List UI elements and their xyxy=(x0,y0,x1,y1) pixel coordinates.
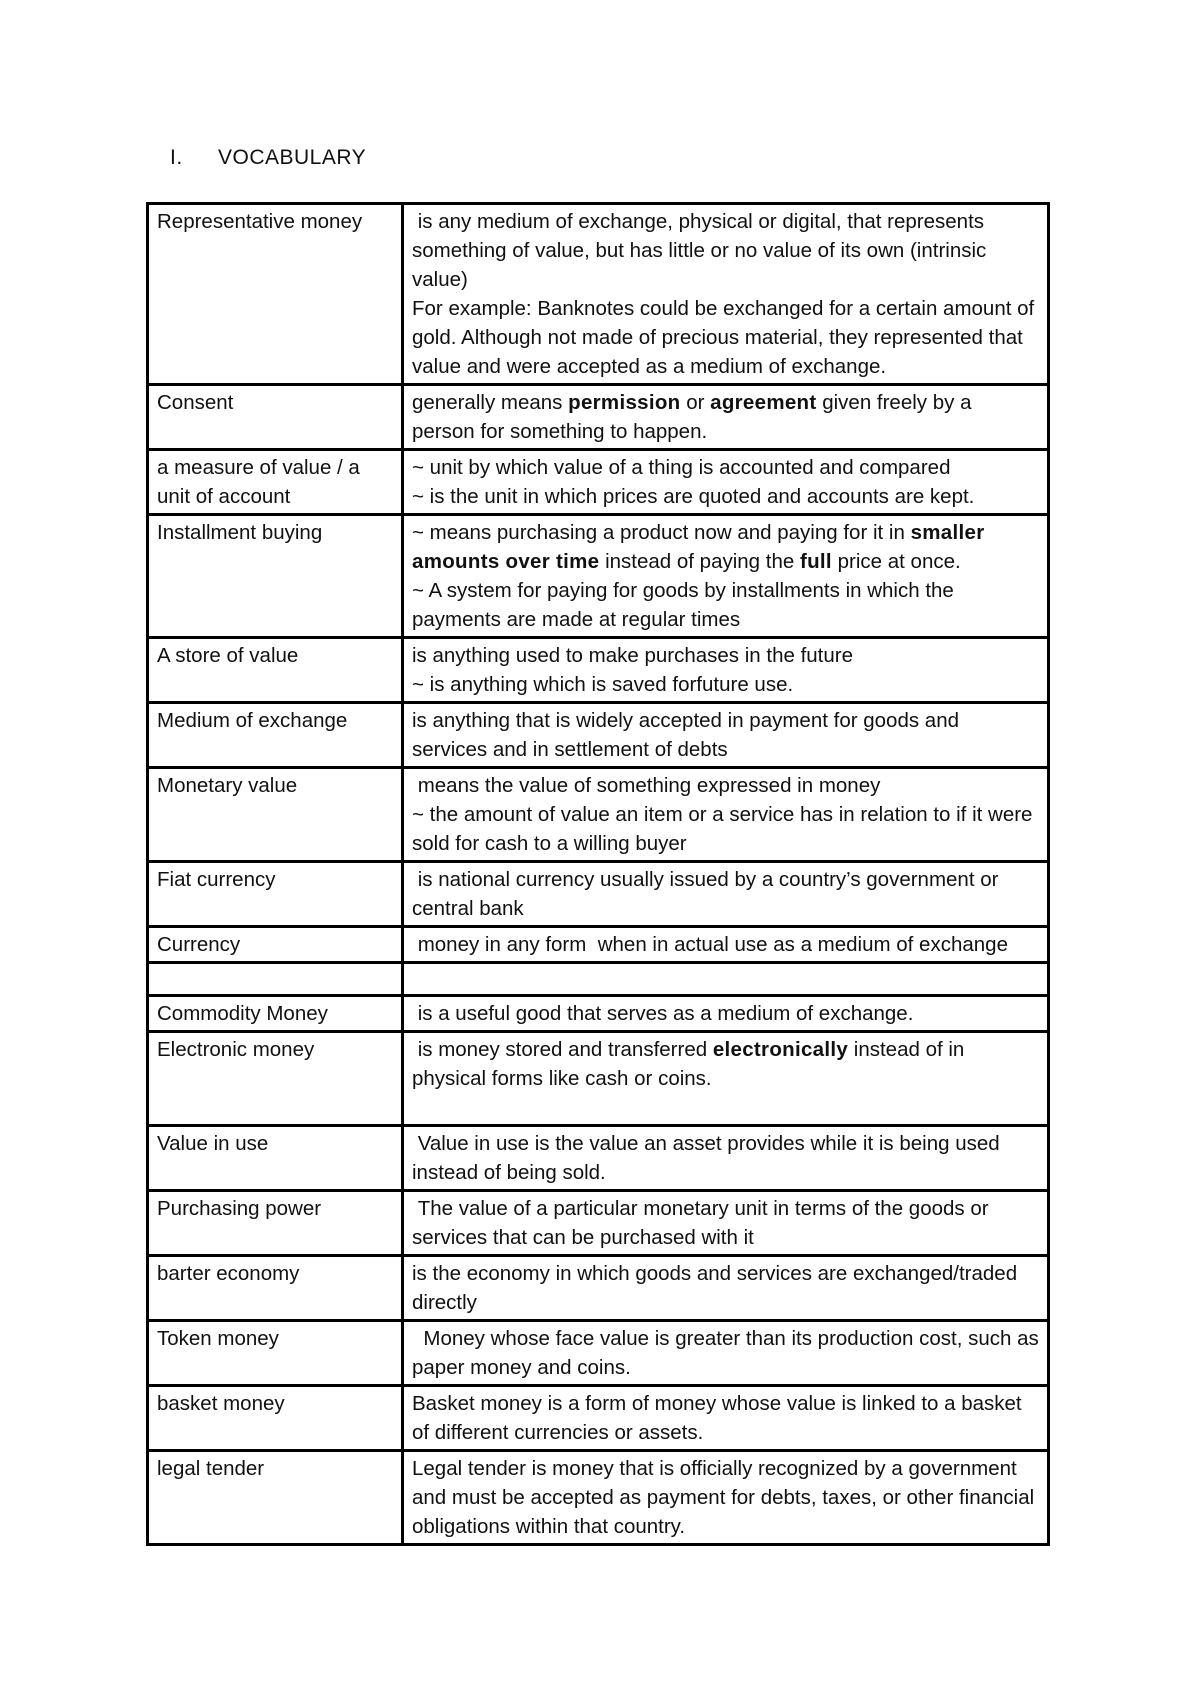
term-cell: Commodity Money xyxy=(148,996,403,1032)
definition-cell xyxy=(403,927,1049,963)
definition-text: is any medium of exchange, physical or digital, that represents something of value, but has little or no value of its own (intrinsic value) xyxy=(412,210,992,291)
table-row xyxy=(148,1126,1049,1191)
definition-line xyxy=(412,388,1039,446)
emphasized-text: agreement xyxy=(710,391,817,414)
definition-cell xyxy=(403,1032,1049,1126)
term-cell: Monetary value xyxy=(148,768,403,862)
definition-cell xyxy=(403,1126,1049,1191)
definition-text: For example: Banknotes could be exchanged for a certain amount of gold. Although not made of precious material, they represented that value and were accepted as a medium of exchange. xyxy=(412,297,1040,378)
table-row xyxy=(148,1321,1049,1386)
definition-line xyxy=(412,518,1039,576)
definition-text: given freely by a person for something to happen. xyxy=(412,391,978,443)
vocabulary-table xyxy=(146,202,1050,1546)
definition-cell xyxy=(403,385,1049,450)
emphasized-text: electronically xyxy=(712,1038,849,1061)
table-row xyxy=(148,385,1049,450)
table-row xyxy=(148,1386,1049,1451)
definition-line xyxy=(412,1035,1039,1093)
definition-line xyxy=(412,1454,1039,1541)
definition-text: price at once. xyxy=(831,550,961,573)
emphasized-text: full xyxy=(799,550,832,573)
definition-cell xyxy=(403,768,1049,862)
definition-line xyxy=(412,706,1039,764)
definition-text: is a useful good that serves as a medium of exchange. xyxy=(412,1002,914,1025)
table-row xyxy=(148,862,1049,927)
definition-text: ~ is anything which is saved forfuture use. xyxy=(412,673,794,696)
definition-line xyxy=(412,999,1039,1028)
definition-text: is anything that is widely accepted in payment for goods and services and in settlement of debts xyxy=(412,709,965,761)
vocabulary-table-body xyxy=(148,204,1049,1545)
emphasized-text: permission xyxy=(568,391,681,414)
definition-text: ~ the amount of value an item or a service has in relation to if it were sold for cash to a willing buyer xyxy=(412,803,1039,855)
definition-line xyxy=(412,865,1039,923)
definition-text: The value of a particular monetary unit in terms of the goods or services that can be purchased with it xyxy=(412,1197,995,1249)
term-cell: Value in use xyxy=(148,1126,403,1191)
definition-text: ~ is the unit in which prices are quoted and accounts are kept. xyxy=(412,485,975,508)
definition-cell xyxy=(403,1191,1049,1256)
definition-line xyxy=(412,207,1039,294)
definition-line xyxy=(412,1259,1039,1317)
definition-cell xyxy=(403,703,1049,768)
term-cell: Medium of exchange xyxy=(148,703,403,768)
definition-line xyxy=(412,576,1039,634)
definition-line xyxy=(412,1389,1039,1447)
emphasized-text: smaller amounts over time xyxy=(412,521,991,573)
definition-text: ~ A system for paying for goods by installments in which the payments are made at regular times xyxy=(412,579,960,631)
table-row xyxy=(148,638,1049,703)
term-cell: Consent xyxy=(148,385,403,450)
term-cell: basket money xyxy=(148,1386,403,1451)
term-cell xyxy=(148,963,403,996)
definition-line xyxy=(412,930,1039,959)
definition-text: is money stored and transferred xyxy=(412,1038,713,1061)
definition-cell xyxy=(403,1451,1049,1545)
definition-text: Basket money is a form of money whose value is linked to a basket of different currencies or assets. xyxy=(412,1392,1028,1444)
definition-line xyxy=(412,641,1039,670)
table-row xyxy=(148,1256,1049,1321)
definition-cell xyxy=(403,638,1049,703)
definition-text: Legal tender is money that is officially recognized by a government and must be accepted as payment for debts, taxes, or other financial obligations within that country. xyxy=(412,1457,1040,1538)
definition-text: ~ means purchasing a product now and paying for it in xyxy=(412,521,911,544)
definition-line xyxy=(412,482,1039,511)
definition-cell xyxy=(403,450,1049,515)
definition-line xyxy=(412,1129,1039,1187)
table-row xyxy=(148,768,1049,862)
term-cell: Purchasing power xyxy=(148,1191,403,1256)
definition-text: Money whose face value is greater than its production cost, such as paper money and coins. xyxy=(412,1327,1045,1379)
table-row xyxy=(148,515,1049,638)
section-heading xyxy=(170,146,366,170)
definition-text: or xyxy=(680,391,711,414)
section-title: VOCABULARY xyxy=(218,146,367,169)
definition-line xyxy=(412,1194,1039,1252)
definition-text: money in any form when in actual use as a medium of exchange xyxy=(412,933,1008,956)
term-cell: Electronic money xyxy=(148,1032,403,1126)
table-row xyxy=(148,1032,1049,1126)
definition-line xyxy=(412,800,1039,858)
definition-text: is national currency usually issued by a country’s government or central bank xyxy=(412,868,1005,920)
table-row xyxy=(148,703,1049,768)
definition-line xyxy=(412,1324,1045,1382)
term-cell: Representative money xyxy=(148,204,403,385)
section-number: I. xyxy=(170,146,183,169)
term-cell: Fiat currency xyxy=(148,862,403,927)
definition-text: Value in use is the value an asset provides while it is being used instead of being sold. xyxy=(412,1132,1006,1184)
table-row xyxy=(148,963,1049,996)
definition-text: generally means xyxy=(412,391,569,414)
term-cell: barter economy xyxy=(148,1256,403,1321)
definition-text: instead of in physical forms like cash or coins. xyxy=(412,1038,971,1090)
definition-cell xyxy=(403,1256,1049,1321)
definition-text: instead of paying the xyxy=(599,550,800,573)
table-row xyxy=(148,1191,1049,1256)
term-cell: Installment buying xyxy=(148,515,403,638)
definition-cell xyxy=(403,515,1049,638)
term-cell: legal tender xyxy=(148,1451,403,1545)
definition-cell xyxy=(403,1321,1049,1386)
definition-cell xyxy=(403,996,1049,1032)
term-cell: Currency xyxy=(148,927,403,963)
definition-text: is anything used to make purchases in the future xyxy=(412,644,854,667)
definition-line xyxy=(412,771,1039,800)
table-row xyxy=(148,204,1049,385)
definition-text: ~ unit by which value of a thing is accounted and compared xyxy=(412,456,951,479)
definition-cell xyxy=(403,963,1049,996)
term-cell: a measure of value / a unit of account xyxy=(148,450,403,515)
definition-cell xyxy=(403,1386,1049,1451)
term-cell: A store of value xyxy=(148,638,403,703)
definition-cell xyxy=(403,862,1049,927)
definition-text: is the economy in which goods and services are exchanged/traded directly xyxy=(412,1262,1023,1314)
definition-text: means the value of something expressed in money xyxy=(412,774,881,797)
table-row xyxy=(148,450,1049,515)
definition-cell xyxy=(403,204,1049,385)
definition-line xyxy=(412,670,1039,699)
definition-line xyxy=(412,453,1039,482)
definition-line xyxy=(412,294,1039,381)
table-row xyxy=(148,1451,1049,1545)
table-row xyxy=(148,927,1049,963)
term-cell: Token money xyxy=(148,1321,403,1386)
table-row xyxy=(148,996,1049,1032)
